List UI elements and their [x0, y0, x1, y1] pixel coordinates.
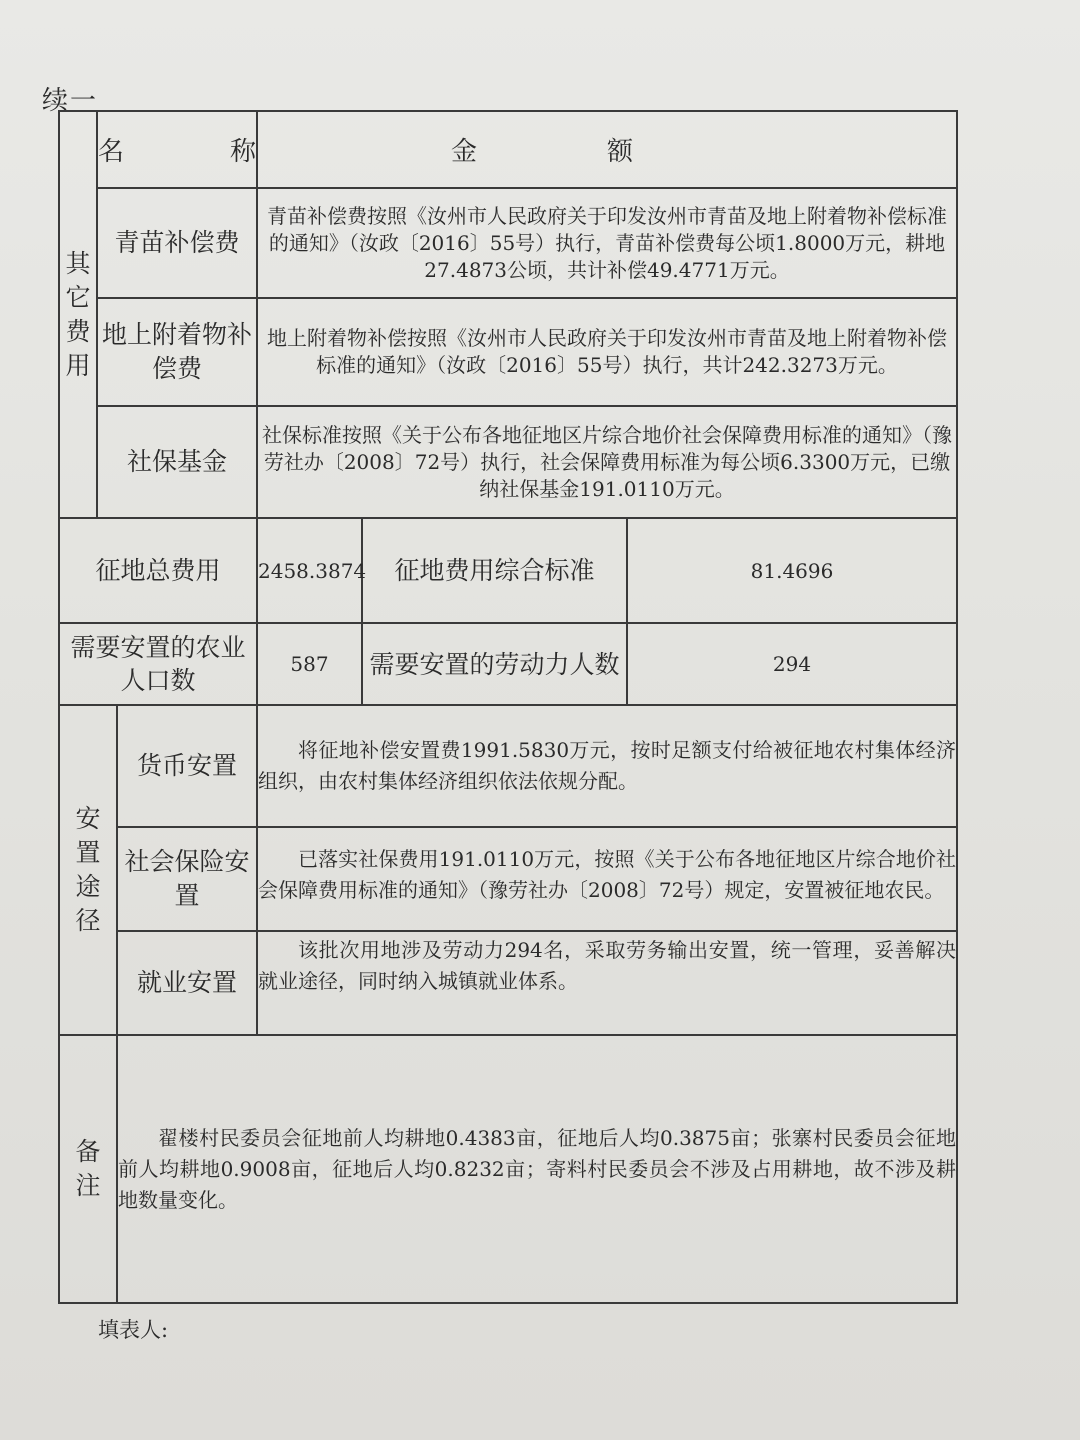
fee-name-attachments: 地上附着物补偿费 [97, 298, 257, 406]
form-filler-label: 填表人: [98, 1318, 169, 1342]
total-cost-value: 2458.3874 [257, 518, 362, 623]
header-name-left: 名 [98, 137, 125, 167]
table-row [59, 518, 957, 623]
resettlement-group-label: 安置途径 [59, 705, 117, 1035]
resettle-name-insurance: 社会保险安置 [117, 827, 257, 931]
resettle-name-monetary: 货币安置 [117, 705, 257, 827]
other-fees-group-label: 其它费用 [59, 111, 97, 518]
continuation-label: 续一 [42, 86, 99, 116]
fee-text-seedling: 青苗补偿费按照《汝州市人民政府关于印发汝州市青苗及地上附着物补偿标准的通知》（汝政〔2016〕55号）执行，青苗补偿费每公顷1.8000万元，耕地27.4873公顷，共计补偿49.4771万元。 [257, 188, 957, 298]
fee-text-social-security: 社保标准按照《关于公布各地征地区片综合地价社会保障费用标准的通知》（豫劳社办〔2008〕72号）执行，社会保障费用标准为每公顷6.3300万元，已缴纳社保基金191.0110万元。 [257, 406, 957, 518]
standard-label: 征地费用综合标准 [362, 518, 627, 623]
table-row [59, 298, 957, 406]
resettle-text-insurance: 已落实社保费用191.0110万元，按照《关于公布各地征地区片综合地价社会保障费用标准的通知》（豫劳社办〔2008〕72号）规定，安置被征地农民。 [257, 827, 957, 931]
population-label: 需要安置的农业人口数 [59, 623, 257, 705]
resettle-name-employment: 就业安置 [117, 931, 257, 1035]
table-row [59, 827, 957, 931]
table-row [59, 188, 957, 298]
header-row [59, 111, 957, 188]
labor-value: 294 [627, 623, 957, 705]
land-acquisition-table [58, 110, 958, 1304]
fee-text-attachments: 地上附着物补偿按照《汝州市人民政府关于印发汝州市青苗及地上附着物补偿标准的通知》（汝政〔2016〕55号）执行，共计242.3273万元。 [257, 298, 957, 406]
resettle-text-monetary: 将征地补偿安置费1991.5830万元，按时足额支付给被征地农村集体经济组织，由农村集体经济组织依法依规分配。 [257, 705, 957, 827]
remarks-label: 备注 [59, 1035, 117, 1303]
standard-value: 81.4696 [627, 518, 957, 623]
header-name-right: 称 [229, 137, 256, 167]
table-row [59, 705, 957, 827]
table-row [59, 623, 957, 705]
header-amount: 金额 [257, 111, 957, 188]
table-row [59, 931, 957, 1035]
remarks-row [59, 1035, 957, 1303]
remarks-text: 翟楼村民委员会征地前人均耕地0.4383亩，征地后人均0.3875亩；张寨村民委员会征地前人均耕地0.9008亩，征地后人均0.8232亩；寄料村民委员会不涉及占用耕地，故不涉及耕地数量变化。 [117, 1035, 957, 1303]
table-row [59, 406, 957, 518]
header-name-cell [97, 111, 257, 188]
labor-label: 需要安置的劳动力人数 [362, 623, 627, 705]
resettle-text-employment: 该批次用地涉及劳动力294名，采取劳务输出安置，统一管理，妥善解决就业途径，同时纳入城镇就业体系。 [257, 931, 957, 1035]
population-value: 587 [257, 623, 362, 705]
fee-name-social-security: 社保基金 [97, 406, 257, 518]
total-cost-label: 征地总费用 [59, 518, 257, 623]
fee-name-seedling: 青苗补偿费 [97, 188, 257, 298]
